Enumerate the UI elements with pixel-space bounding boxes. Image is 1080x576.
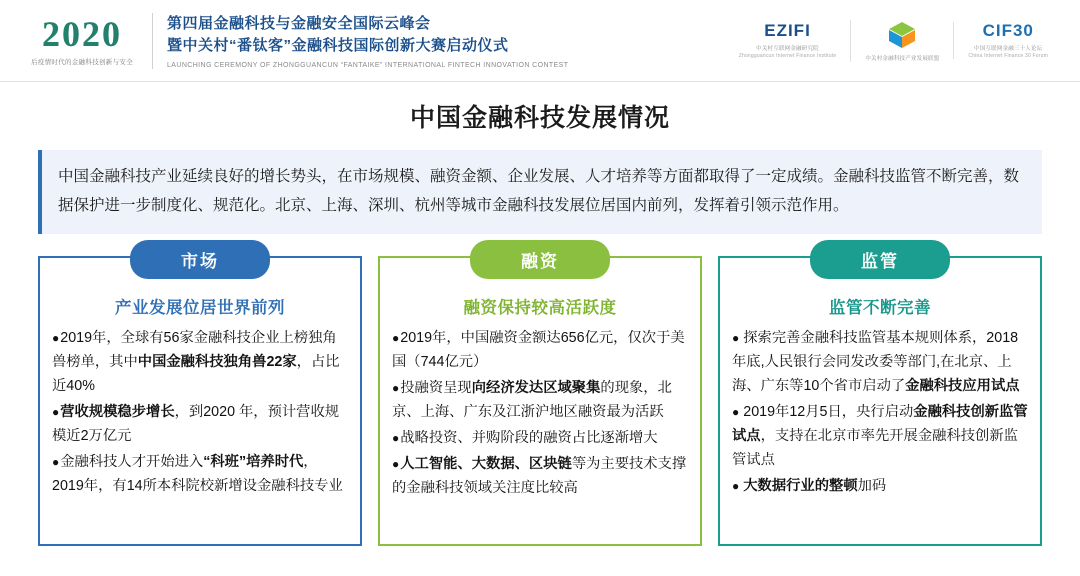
column-finance-title: 融资保持较高活跃度: [463, 299, 617, 318]
list-item: [52, 450, 348, 498]
event-title-line1: 第四届金融科技与金融安全国际云峰会: [167, 14, 431, 32]
bullet-text: 人工智能、大数据、区块链等为主要技术支撑的金融科技领域关注度比较高: [392, 456, 687, 497]
column-market-bullets: [52, 326, 348, 498]
page-header: [0, 0, 1080, 82]
list-item: [392, 376, 688, 424]
sponsor-logo-ezifi: [725, 22, 851, 60]
event-title-line2: 暨中关村“番钛客”金融科技国际创新大赛启动仪式: [167, 37, 509, 54]
bullet-dot-icon: ●: [52, 331, 60, 346]
ezifi-wordmark: EZIFI: [764, 20, 811, 40]
event-title-block: [167, 13, 568, 69]
bullet-text: 战略投资、并购阶段的融资占比逐渐增大: [400, 430, 658, 447]
column-finance-bullets: [392, 326, 688, 500]
column-market-title: 产业发展位居世界前列: [115, 299, 285, 318]
summary-box: 中国金融科技产业延续良好的增长势头，在市场规模、融资金额、企业发展、人才培养等方面都取得了一定成绩。金融科技监管不断完善，数据保护进一步制度化、规范化。北京、上海、深圳、杭州等城市金融科技发展位居国内前列，发挥着引领示范作用。: [38, 150, 1042, 234]
event-year-logo: [18, 13, 146, 66]
column-regulation-badge: 监管: [810, 240, 950, 279]
column-market-badge: 市场: [130, 240, 270, 279]
list-item: [392, 452, 688, 500]
bullet-dot-icon: ●: [732, 405, 740, 420]
ezifi-name-en: Zhongguancun Internet Finance Institute: [738, 53, 837, 60]
bullet-text: 2019年12月5日，央行启动金融科技创新监管试点，支持在北京市率先开展金融科技创新监管试点: [732, 404, 1028, 469]
list-item: [732, 400, 1028, 472]
list-item: [52, 326, 348, 398]
bullet-text: 大数据行业的整顿加码: [743, 478, 887, 495]
cif30-wordmark: CIF30: [982, 20, 1034, 40]
sponsor-logo-cif30: [953, 22, 1062, 60]
bullet-text: 探索完善金融科技监管基本规则体系，2018年底,人民银行会同发改委等部门,在北京、上海、广东等10个省市启动了金融科技应用试点: [732, 330, 1020, 395]
ezifi-name-cn: 中关村互联网金融研究院: [756, 46, 819, 53]
bullet-dot-icon: ●: [52, 405, 60, 420]
content-columns: [38, 252, 1042, 546]
cube-icon: [882, 20, 922, 50]
list-item: [732, 326, 1028, 398]
bullet-text: 金融科技人才开始进入“科班”培养时代，2019年，有14所本科院校新增设金融科技专业: [52, 454, 343, 495]
cif30-name-cn: 中国互联网金融三十人论坛: [974, 46, 1043, 53]
sponsor-logo-fintech-alliance: [850, 20, 953, 62]
event-year-subtitle: 后疫情时代的金融科技创新与安全: [31, 58, 133, 66]
bullet-text: 2019年，中国融资金额达656亿元，仅次于美国（744亿元）: [392, 330, 685, 371]
bullet-dot-icon: ●: [732, 479, 740, 494]
bullet-dot-icon: ●: [392, 331, 400, 346]
list-item: [732, 474, 1028, 498]
bullet-dot-icon: ●: [392, 457, 400, 472]
column-finance-badge: 融资: [470, 240, 610, 279]
event-title-english: LAUNCHING CEREMONY OF ZHONGGUANCUN “FANTAIKE” INTERNATIONAL FINTECH INNOVATION CONTEST: [167, 61, 569, 69]
column-finance: [378, 252, 702, 546]
bullet-text: 2019年，全球有56家金融科技企业上榜独角兽榜单，其中中国金融科技独角兽22家，占比近40%: [52, 330, 340, 395]
event-year: 2020: [18, 16, 146, 52]
list-item: [392, 326, 688, 374]
alliance-name-cn: 中关村金融科技产业发展联盟: [865, 55, 940, 62]
list-item: [392, 426, 688, 450]
sponsor-logos: [725, 20, 1062, 62]
cif30-name-en: China Internet Finance 30 Forum: [968, 53, 1048, 60]
page-title: 中国金融科技发展情况: [409, 104, 670, 132]
header-divider: [152, 13, 153, 69]
bullet-text: 投融资呈现向经济发达区域聚集的现象，北京、上海、广东及江浙沪地区融资最为活跃: [392, 380, 672, 421]
list-item: [52, 400, 348, 448]
column-regulation: [718, 252, 1042, 546]
bullet-dot-icon: ●: [392, 431, 400, 446]
bullet-text: 营收规模稳步增长，到2020 年，预计营收规模近2万亿元: [52, 404, 340, 445]
bullet-dot-icon: ●: [732, 331, 740, 346]
column-regulation-bullets: [732, 326, 1028, 498]
column-regulation-title: 监管不断完善: [829, 299, 931, 318]
column-market: [38, 252, 362, 546]
bullet-dot-icon: ●: [52, 455, 60, 470]
bullet-dot-icon: ●: [392, 381, 400, 396]
